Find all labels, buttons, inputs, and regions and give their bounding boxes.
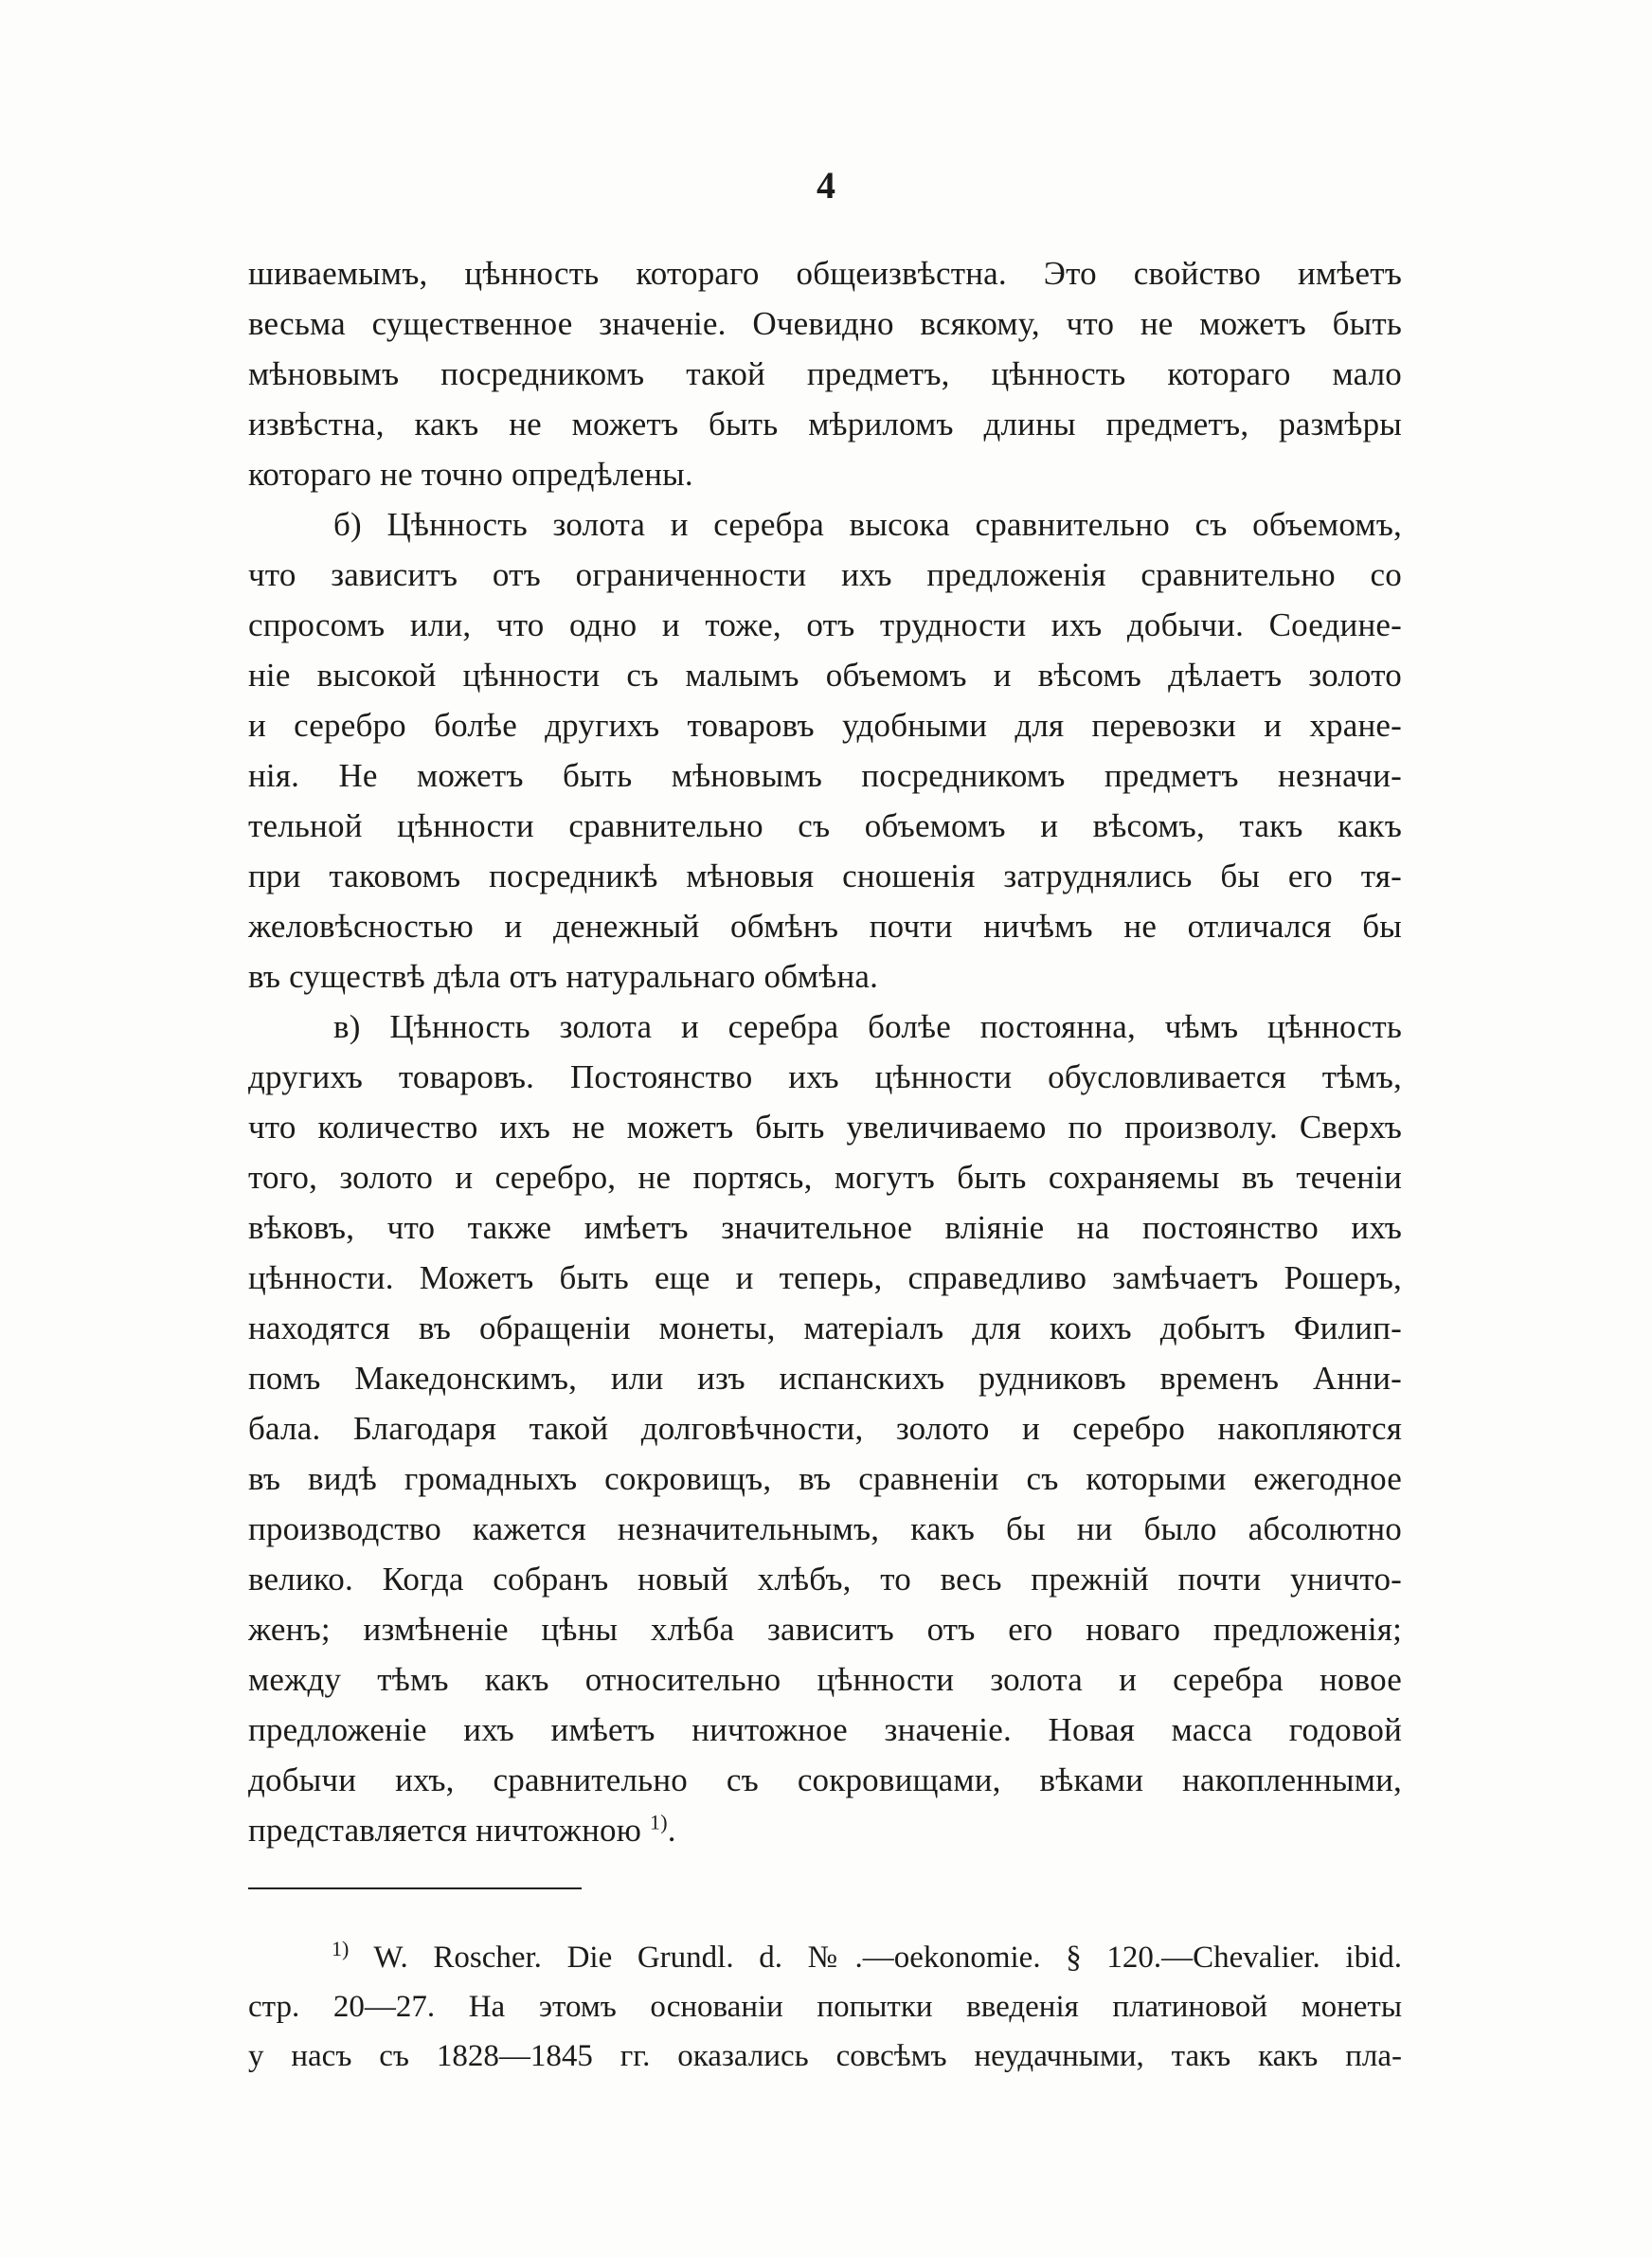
- text-line: помъ Македонскимъ, или изъ испанскихъ рудниковъ временъ Анни-: [248, 1360, 1402, 1397]
- text-line: котораго не точно опредѣлены.: [248, 456, 693, 493]
- footnote-line: у насъ съ 1828—1845 гг. оказались совсѣмъ неудачными, такъ какъ пла-: [248, 2039, 1402, 2073]
- footnote-line: [248, 1933, 1402, 1982]
- text-line: предложеніе ихъ имѣетъ ничтожное значеніе. Новая масса годовой: [248, 1711, 1402, 1748]
- text-line: находятся въ обращеніи монеты, матеріалъ для коихъ добытъ Филип-: [248, 1309, 1402, 1346]
- text-line: вѣковъ, что также имѣетъ значительное вліяніе на постоянство ихъ: [248, 1209, 1402, 1246]
- text-line: в) Цѣнность золота и серебра болѣе постоянна, чѣмъ цѣнность: [333, 1008, 1402, 1045]
- footnote-divider: [248, 1887, 582, 1889]
- text-line: цѣнности. Можетъ быть еще и теперь, справедливо замѣчаетъ Рошеръ,: [248, 1259, 1402, 1296]
- text-line: и серебро болѣе другихъ товаровъ удобными для перевозки и хране-: [248, 707, 1402, 744]
- text-line: б) Цѣнность золота и серебра высока сравнительно съ объемомъ,: [333, 506, 1402, 543]
- text-line: при таковомъ посредникѣ мѣновыя сношенія затруднялись бы его тя-: [248, 858, 1402, 894]
- text-line: добычи ихъ, сравнительно съ сокровищами, вѣками накопленными,: [248, 1761, 1402, 1798]
- text-line: другихъ товаровъ. Постоянство ихъ цѣнности обусловливается тѣмъ,: [248, 1058, 1402, 1095]
- text-line: что зависитъ отъ ограниченности ихъ предложенія сравнительно со: [248, 556, 1402, 593]
- text-line: женъ; измѣненіе цѣны хлѣба зависитъ отъ его новаго предложенія;: [248, 1611, 1402, 1648]
- page-number: 4: [817, 164, 835, 207]
- text-line: велико. Когда собранъ новый хлѣбъ, то весь прежній почти уничто-: [248, 1561, 1402, 1598]
- body-text: [248, 248, 1402, 1855]
- text-line: нія. Не можетъ быть мѣновымъ посредникомъ предметъ незначи-: [248, 757, 1402, 794]
- footnotes: [248, 1933, 1402, 2081]
- text-line: спросомъ или, что одно и тоже, отъ трудности ихъ добычи. Соедине-: [248, 606, 1402, 643]
- text-line: что количество ихъ не можетъ быть увеличиваемо по произволу. Сверхъ: [248, 1109, 1402, 1146]
- text-line-last: [248, 1805, 1402, 1855]
- text-line: ніе высокой цѣнности съ малымъ объемомъ и вѣсомъ дѣлаетъ золото: [248, 657, 1402, 694]
- text-line: тельной цѣнности сравнительно съ объемомъ и вѣсомъ, такъ какъ: [248, 807, 1402, 844]
- text-line-content: представляется ничтожною: [248, 1812, 642, 1849]
- text-line: желовѣсностью и денежный обмѣнъ почти ничѣмъ не отличался бы: [248, 908, 1402, 945]
- text-line: извѣстна, какъ не можетъ быть мѣриломъ длины предметъ, размѣры: [248, 406, 1402, 442]
- text-line: въ видѣ громадныхъ сокровищъ, въ сравненіи съ которыми ежегодное: [248, 1460, 1402, 1497]
- footnote-text: W. Roscher. Die Grundl. d. №.—oekonomie. § 120.—Chevalier. ibid.: [373, 1941, 1403, 1975]
- text-line: между тѣмъ какъ относительно цѣнности золота и серебра новое: [248, 1661, 1402, 1698]
- text-line: бала. Благодаря такой долговѣчности, золото и серебро накопляются: [248, 1410, 1402, 1447]
- text-line: производство кажется незначительнымъ, какъ бы ни было абсолютно: [248, 1510, 1402, 1547]
- footnote-reference[interactable]: 1): [650, 1810, 668, 1834]
- footnote-line: стр. 20—27. На этомъ основаніи попытки введенія платиновой монеты: [248, 1990, 1402, 2024]
- text-line: шиваемымъ, цѣнность котораго общеизвѣстна. Это свойство имѣетъ: [248, 255, 1402, 292]
- text-line: того, золото и серебро, не портясь, могутъ быть сохраняемы въ теченіи: [248, 1159, 1402, 1196]
- footnote-marker: 1): [332, 1937, 350, 1960]
- text-line: весьма существенное значеніе. Очевидно всякому, что не можетъ быть: [248, 305, 1402, 342]
- text-line-tail: .: [667, 1812, 676, 1849]
- text-line: въ существѣ дѣла отъ натуральнаго обмѣна.: [248, 958, 879, 995]
- text-line: мѣновымъ посредникомъ такой предметъ, цѣнность котораго мало: [248, 355, 1402, 392]
